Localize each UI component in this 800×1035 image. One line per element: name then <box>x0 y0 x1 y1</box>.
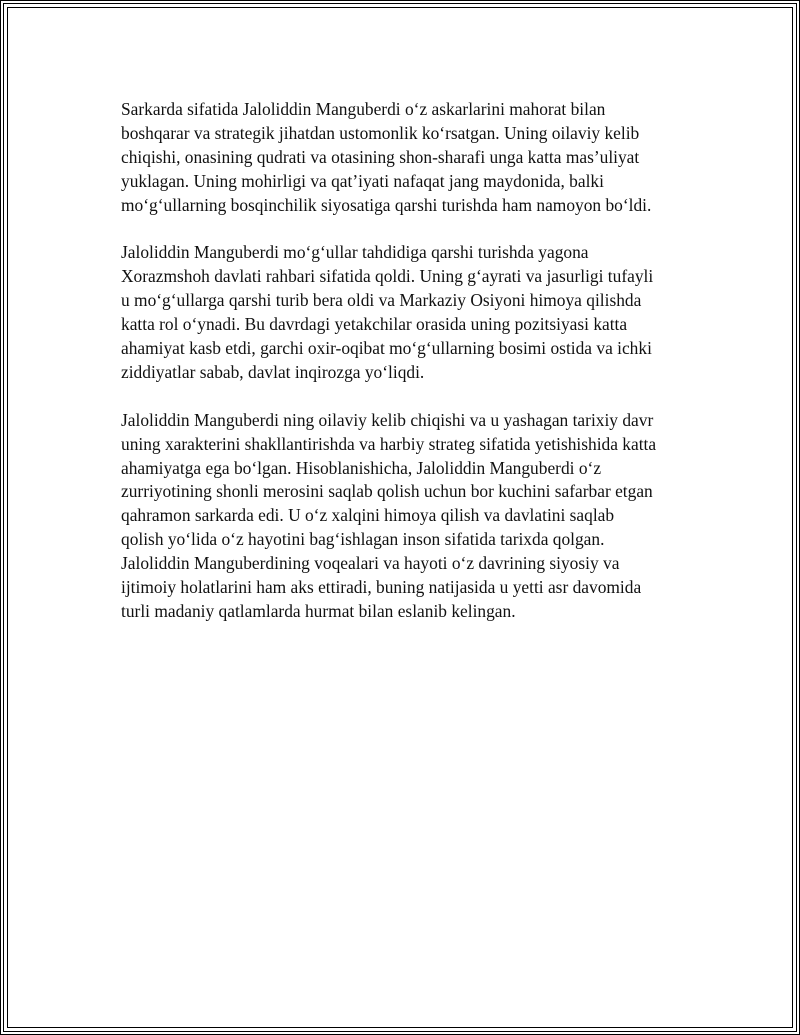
paragraph-2 <box>121 241 681 384</box>
text-line: yuklagan. Uning mohirligi va qat’iyati nafaqat jang maydonida, balki <box>121 170 604 191</box>
text-line: turli madaniy qatlamlarda hurmat bilan eslanib kelingan. <box>121 601 516 621</box>
paragraph-1 <box>121 98 681 218</box>
text-line: boshqarar va strategik jihatdan ustomonlik ko‘rsatgan. Uning oilaviy kelib <box>121 122 640 143</box>
text-line: uning xarakterini shakllantirishda va harbiy strateg sifatida yetishishida katta <box>121 433 657 454</box>
text-line: ziddiyatlar sabab, davlat inqirozga yo‘liqdi. <box>121 361 425 382</box>
text-line: katta rol o‘ynadi. Bu davrdagi yetakchilar orasida uning pozitsiyasi katta <box>121 314 628 335</box>
text-line: Jaloliddin Manguberdining voqealari va hayoti o‘z davrining siyosiy va <box>121 553 620 574</box>
text-line: Sarkarda sifatida Jaloliddin Manguberdi o‘z askarlarini mahorat bilan <box>121 99 606 119</box>
paragraph-3 <box>121 409 681 624</box>
text-line: Jaloliddin Manguberdi mo‘g‘ullar tahdidiga qarshi turishda yagona <box>121 242 589 263</box>
text-line: ahamiyat kasb etdi, garchi oxir-oqibat mo‘g‘ullarning bosimi ostida va ichki <box>121 338 652 359</box>
text-line: zurriyotining shonli merosini saqlab qolish uchun bor kuchini safarbar etgan <box>121 481 653 502</box>
text-line: ahamiyatga ega bo‘lgan. Hisoblanishicha, Jaloliddin Manguberdi o‘z <box>121 457 602 478</box>
text-line: qolish yo‘lida o‘z hayotini bag‘ishlagan inson sifatida tarixda qolgan. <box>121 529 605 550</box>
text-line: Xorazmshoh davlati rahbari sifatida qoldi. Uning g‘ayrati va jasurligi tufayli <box>121 266 654 287</box>
text-line: u mo‘g‘ullarga qarshi turib bera oldi va Markaziy Osiyoni himoya qilishda <box>121 290 642 311</box>
text-line: ijtimoiy holatlarini ham aks ettiradi, buning natijasida u yetti asr davomida <box>121 577 642 598</box>
text-line: Jaloliddin Manguberdi ning oilaviy kelib chiqishi va u yashagan tarixiy davr <box>121 409 654 430</box>
text-line: qahramon sarkarda edi. U o‘z xalqini himoya qilish va davlatini saqlab <box>121 505 615 526</box>
text-line: mo‘g‘ullarning bosqinchilik siyosatiga qarshi turishda ham namoyon bo‘ldi. <box>121 194 652 215</box>
text-line: chiqishi, onasining qudrati va otasining shon-sharafi unga katta mas’uliyat <box>121 146 640 167</box>
document-body <box>121 98 681 648</box>
